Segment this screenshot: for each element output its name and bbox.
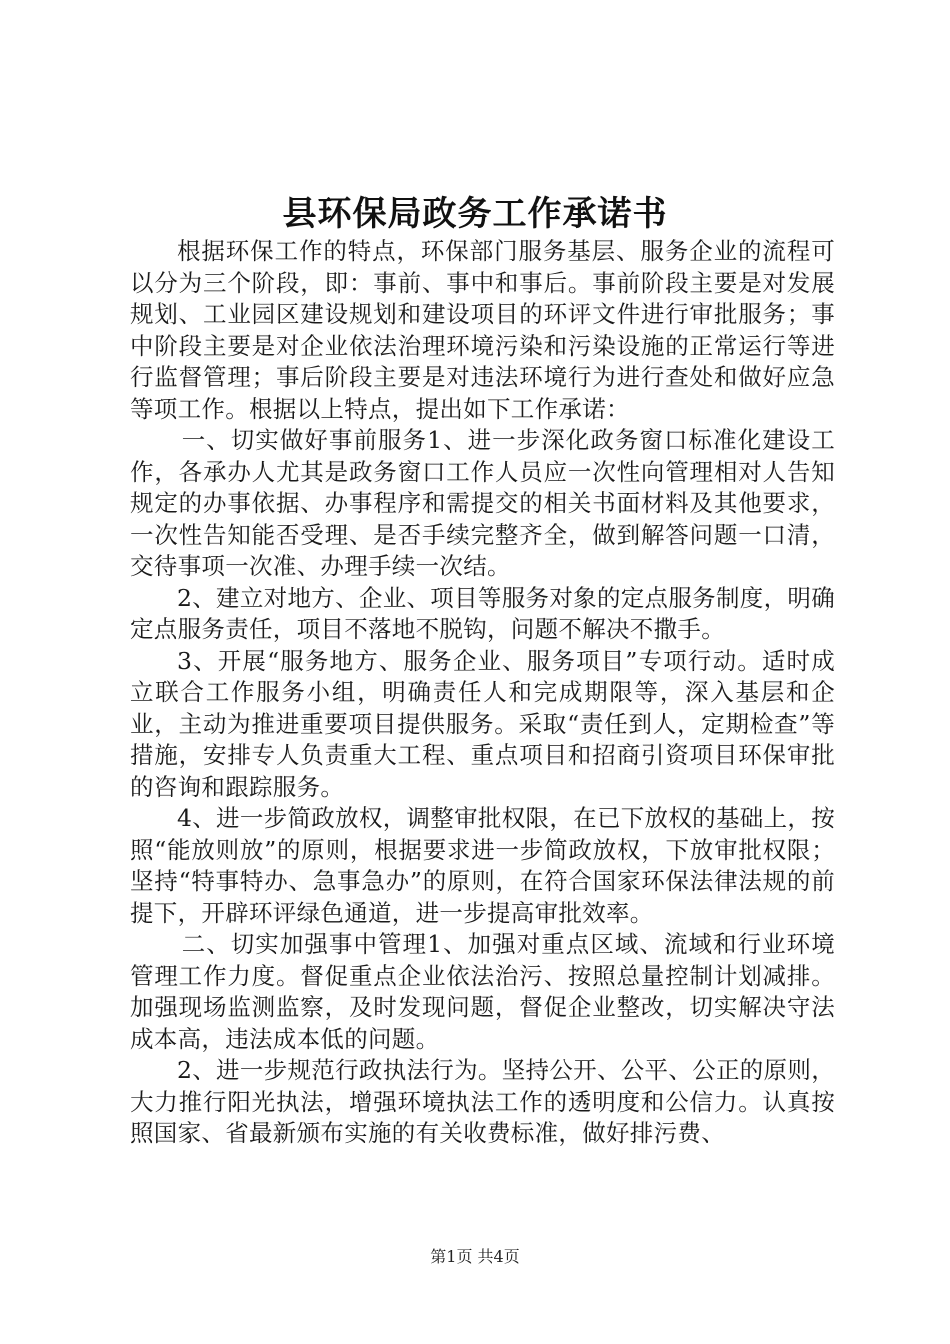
paragraph-item-2b: 2、进一步规范行政执法行为。坚持公开、公平、公正的原则，大力推行阳光执法，增强环境执法工作的透明度和公信力。认真按照国家、省最新颁布实施的有关收费标准，做好排污费、	[130, 1056, 835, 1147]
paragraph-item-3: 3、开展“服务地方、服务企业、服务项目”专项行动。适时成立联合工作服务小组，明确责任人和完成期限等，深入基层和企业，主动为推进重要项目提供服务。采取“责任到人，定期检查”等措施，安排专人负责重大工程、重点项目和招商引资项目环保审批的咨询和跟踪服务。	[130, 646, 835, 801]
section-one-paragraph: 一、切实做好事前服务1、进一步深化政务窗口标准化建设工作，各承办人尤其是政务窗口工作人员应一次性向管理相对人告知规定的办事依据、办事程序和需提交的相关书面材料及其他要求，一次性告知能否受理、是否手续完整齐全，做到解答问题一口清，交待事项一次准、办理手续一次结。	[130, 426, 835, 580]
intro-paragraph: 根据环保工作的特点，环保部门服务基层、服务企业的流程可以分为三个阶段，即：事前、事中和事后。事前阶段主要是对发展规划、工业园区建设规划和建设项目的环评文件进行审批服务；事中阶段主要是对企业依法治理环境污染和污染设施的正常运行等进行监督管理；事后阶段主要是对违法环境行为进行查处和做好应急等项工作。根据以上特点，提出如下工作承诺：	[130, 237, 835, 423]
document-body	[130, 236, 835, 1150]
page-number-footer: 第1页 共4页	[430, 1247, 520, 1266]
paragraph-item-4: 4、进一步简政放权，调整审批权限，在已下放权的基础上，按照“能放则放”的原则，根据要求进一步简政放权，下放审批权限；坚持“特事特办、急事急办”的原则，在符合国家环保法律法规的前提下，开辟环评绿色通道，进一步提高审批效率。	[130, 804, 835, 927]
section-two-paragraph: 二、切实加强事中管理1、加强对重点区域、流域和行业环境管理工作力度。督促重点企业依法治污、按照总量控制计划减排。加强现场监测监察，及时发现问题，督促企业整改，切实解决守法成本高，违法成本低的问题。	[130, 930, 835, 1053]
paragraph-item-2: 2、建立对地方、企业、项目等服务对象的定点服务制度，明确定点服务责任，项目不落地不脱钩，问题不解决不撒手。	[130, 583, 835, 643]
document-title: 县环保局政务工作承诺书	[282, 194, 668, 234]
